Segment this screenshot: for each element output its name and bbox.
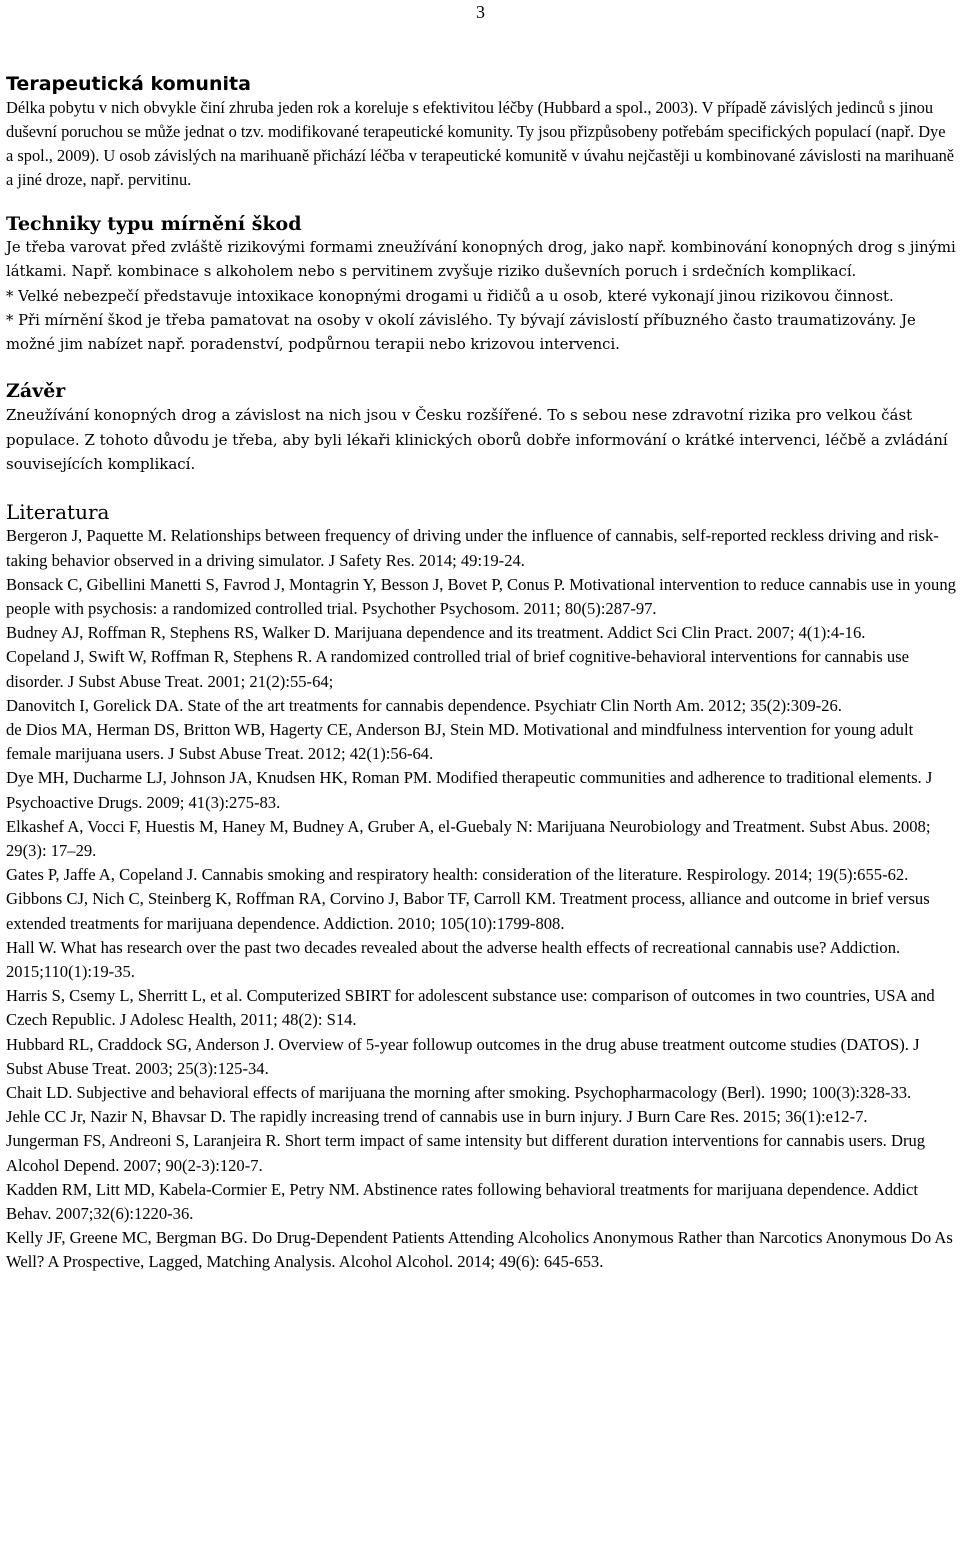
reference-item: Elkashef A, Vocci F, Huestis M, Haney M, Budney A, Gruber A, el-Guebaly N: Marijuana Neurobiology and Treatment. Subst Abus. 2008; 29(3): 17–29. [6,816,931,861]
reference-item: Kelly JF, Greene MC, Bergman BG. Do Drug-Dependent Patients Attending Alcoholics Anonymous Rather than Narcotics Anonymous Do As Well? A Prospective, Lagged, Matching Analysis. Alcohol Alcohol. 2014; 49(6): 645-653. [6,1228,953,1272]
section-heading: Závěr [6,380,66,403]
reference-item: de Dios MA, Herman DS, Britton WB, Hagerty CE, Anderson BJ, Stein MD. Motivational and mindfulness intervention for young adult female marijuana users. J Subst Abuse Treat. 2012; 42(1):56-64. [6,720,914,764]
reference-item: Danovitch I, Gorelick DA. State of the art treatments for cannabis dependence. Psychiatr Clin North Am. 2012; 35(2):309-26. [6,695,842,715]
reference-item: Dye MH, Ducharme LJ, Johnson JA, Knudsen HK, Roman PM. Modified therapeutic communities and adherence to traditional elements. J Psychoactive Drugs. 2009; 41(3):275-83. [6,768,933,812]
section-mirneni-skod [6,212,956,357]
reference-item: Chait LD. Subjective and behavioral effects of marijuana the morning after smoking. Psychopharmacology (Berl). 1990; 100(3):328-33. [6,1083,912,1103]
section-terapeuticka-komunita [6,72,956,192]
page-number: 3 [476,2,485,22]
reference-list [6,524,956,1274]
reference-item: Budney AJ, Roffman R, Stephens RS, Walker D. Marijuana dependence and its treatment. Addict Sci Clin Pract. 2007; 4(1):4-16. [6,623,866,643]
reference-item: Gates P, Jaffe A, Copeland J. Cannabis smoking and respiratory health: consideration of the literature. Respirology. 2014; 19(5):655-62. [6,865,909,885]
reference-item: Bergeron J, Paquette M. Relationships between frequency of driving under the influence of cannabis, self-reported reckless driving and risk-taking behavior observed in a driving simulator. J Safety Res. 2014; 49:19-24. [6,526,939,570]
reference-item: Jungerman FS, Andreoni S, Laranjeira R. Short term impact of same intensity but different duration interventions for cannabis users. Drug Alcohol Depend. 2007; 90(2-3):120-7. [6,1131,926,1175]
reference-item: Copeland J, Swift W, Roffman R, Stephens R. A randomized controlled trial of brief cognitive-behavioral interventions for cannabis use disorder. J Subst Abuse Treat. 2001; 21(2):55-64; [6,647,909,691]
section-paragraph: * Velké nebezpečí představuje intoxikace konopnými drogami u řidičů a u osob, které vykonají jinou rizikovou činnost. [6,287,894,305]
section-paragraph: Zneužívání konopných drog a závislost na nich jsou v Česku rozšířené. To s sebou nese zdravotní rizika pro velkou část populace. Z tohoto důvodu je třeba, aby byli lékaři klinických oborů dobře informování o krátké intervenci, léčbě a zvládání souvisejících komplikací. [6,406,948,474]
section-paragraph: Je třeba varovat před zvláště rizikovými formami zneužívání konopných drog, jako např. kombinování konopných drog s jinými látkami. Např. kombinace s alkoholem nebo s pervitinem zvyšuje riziko duševních poruch i srdečních komplikací. [6,239,956,281]
reference-item: Jehle CC Jr, Nazir N, Bhavsar D. The rapidly increasing trend of cannabis use in burn injury. J Burn Care Res. 2015; 36(1):e12-7. [6,1107,868,1127]
reference-item: Bonsack C, Gibellini Manetti S, Favrod J, Montagrin Y, Besson J, Bovet P, Conus P. Motivational intervention to reduce cannabis use in young people with psychosis: a randomized controlled trial. Psychother Psychosom. 2011; 80(5):287-97. [6,574,956,618]
section-paragraph: Délka pobytu v nich obvykle činí zhruba jeden rok a koreluje s efektivitou léčby (Hubbard a spol., 2003). V případě závislých jedinců s jinou duševní poruchou se může jednat o tzv. modifikované terapeutické komunity. Ty jsou přizpůsobeny potřebám specifických populací (např. Dye a spol., 2009). U osob závislých na marihuaně přichází léčba v terapeutické komunitě v úvahu nejčastěji u kombinované závislosti na marihuaně a jiné droze, např. pervitinu. [6,98,955,189]
section-heading: Terapeutická komunita [6,73,251,95]
reference-item: Hall W. What has research over the past two decades revealed about the adverse health effects of recreational cannabis use? Addiction. 2015;110(1):19-35. [6,937,901,982]
page-content [6,72,956,1275]
reference-item: Gibbons CJ, Nich C, Steinberg K, Roffman RA, Corvino J, Babor TF, Carroll KM. Treatment process, alliance and outcome in brief versus extended treatments for marijuana dependence. Addiction. 2010; 105(10):1799-808. [6,889,930,933]
reference-item: Harris S, Csemy L, Sherritt L, et al. Computerized SBIRT for adolescent substance use: comparison of outcomes in two countries, USA and Czech Republic. J Adolesc Health, 2011; 48(2): S14. [6,986,935,1030]
section-literatura [6,500,956,1274]
reference-item: Kadden RM, Litt MD, Kabela-Cormier E, Petry NM. Abstinence rates following behavioral treatments for marijuana dependence. Addict Behav. 2007;32(6):1220-36. [6,1179,918,1224]
reference-item: Hubbard RL, Craddock SG, Anderson J. Overview of 5-year followup outcomes in the drug abuse treatment outcome studies (DATOS). J Subst Abuse Treat. 2003; 25(3):125-34. [6,1034,920,1078]
section-heading: Techniky typu mírnění škod [6,213,302,235]
section-paragraph: * Při mírnění škod je třeba pamatovat na osoby v okolí závislého. Ty bývají závislostí příbuzného často traumatizovány. Je možné jim nabízet např. poradenství, podpůrnou terapii nebo krizovou intervenci. [6,311,916,354]
section-zaver [6,379,956,476]
section-heading: Literatura [6,500,110,525]
